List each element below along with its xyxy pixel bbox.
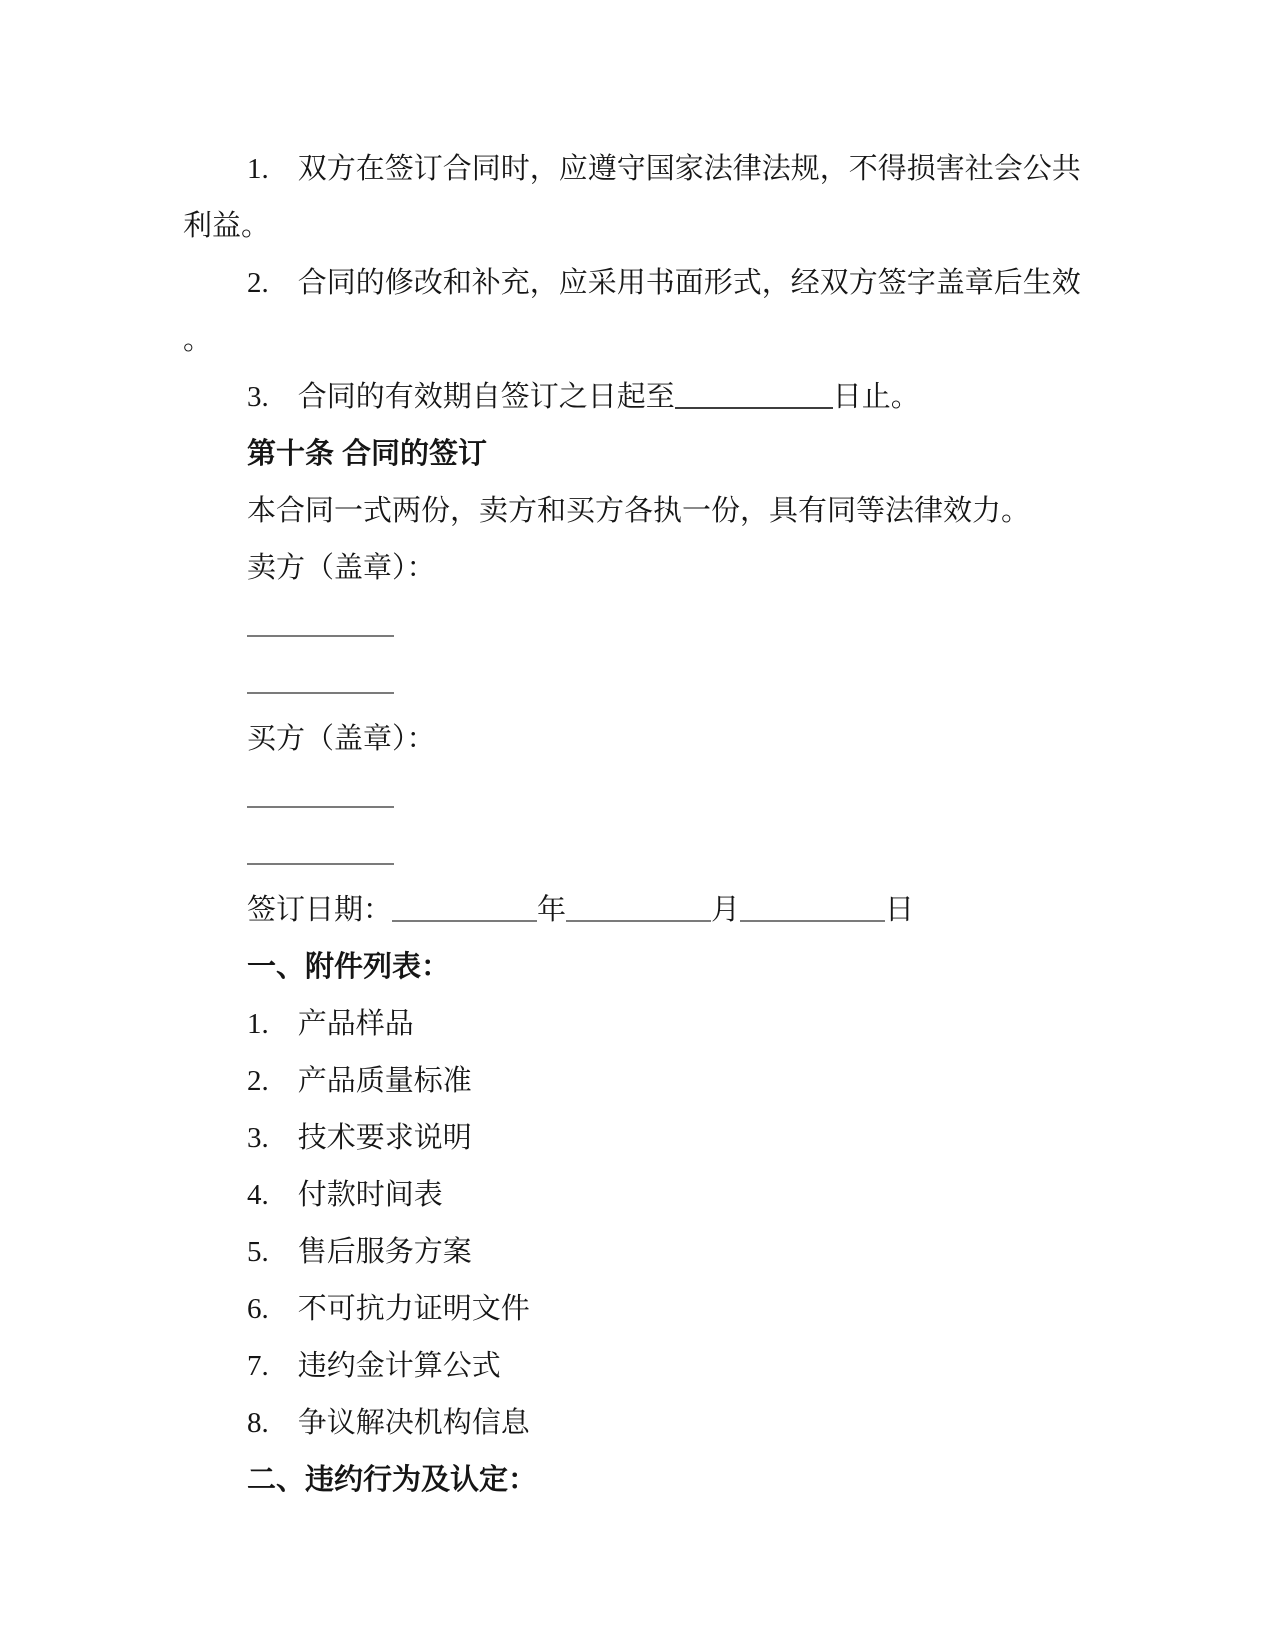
text-run: 4. 付款时间表: [247, 1179, 443, 1211]
text-run: 日止。: [832, 381, 920, 413]
text-run: 一、附件列表：: [247, 951, 451, 983]
attachment-item-4: [183, 1167, 1105, 1224]
attachment-item-3: [183, 1110, 1105, 1167]
fill-in-blank: [392, 920, 537, 922]
text-run: 年: [537, 894, 567, 926]
buyer-seal-label: [183, 711, 1105, 768]
clause-terms-item-1-line-1: [183, 141, 1105, 198]
text-run: 3. 技术要求说明: [247, 1122, 472, 1154]
text-run: 月: [711, 894, 741, 926]
document-body: [183, 141, 1105, 1509]
attachment-item-5: [183, 1224, 1105, 1281]
attachment-item-8: [183, 1395, 1105, 1452]
text-run: 第十条 合同的签订: [247, 438, 488, 470]
clause-terms-item-2-line-1: [183, 255, 1105, 312]
article-10-body: [183, 483, 1105, 540]
fill-in-blank: [247, 806, 394, 808]
seller-seal-label: [183, 540, 1105, 597]
text-run: 。: [183, 324, 213, 356]
attachment-item-6: [183, 1281, 1105, 1338]
text-run: 2. 合同的修改和补充，应采用书面形式，经双方签字盖章后生效: [247, 267, 1081, 299]
buyer-signature-blank-2: [183, 825, 1105, 882]
attachment-item-7: [183, 1338, 1105, 1395]
clause-terms-item-3: [183, 369, 1105, 426]
fill-in-blank: [740, 920, 885, 922]
text-run: 6. 不可抗力证明文件: [247, 1293, 530, 1325]
text-run: 买方（盖章）：: [247, 723, 436, 755]
buyer-signature-blank-1: [183, 768, 1105, 825]
fill-in-blank: [675, 407, 833, 409]
text-run: 7. 违约金计算公式: [247, 1350, 501, 1382]
fill-in-blank: [247, 635, 394, 637]
text-run: 利益。: [183, 210, 271, 242]
clause-terms-item-1-line-2: [183, 198, 1105, 255]
text-run: 二、违约行为及认定：: [247, 1464, 538, 1496]
seller-signature-blank-1: [183, 597, 1105, 654]
fill-in-blank: [247, 692, 394, 694]
clause-terms-item-2-line-2: [183, 312, 1105, 369]
seller-signature-blank-2: [183, 654, 1105, 711]
attachments-heading: [183, 939, 1105, 996]
text-run: 3. 合同的有效期自签订之日起至: [247, 381, 675, 413]
text-run: 卖方（盖章）：: [247, 552, 436, 584]
text-run: 日: [885, 894, 915, 926]
article-10-heading: [183, 426, 1105, 483]
breach-heading: [183, 1452, 1105, 1509]
signing-date-line: [183, 882, 1105, 939]
text-run: 本合同一式两份，卖方和买方各执一份，具有同等法律效力。: [247, 495, 1031, 527]
attachment-item-1: [183, 996, 1105, 1053]
fill-in-blank: [566, 920, 711, 922]
text-run: 1. 双方在签订合同时，应遵守国家法律法规，不得损害社会公共: [247, 153, 1081, 185]
text-run: 5. 售后服务方案: [247, 1236, 472, 1268]
text-run: 8. 争议解决机构信息: [247, 1407, 530, 1439]
attachment-item-2: [183, 1053, 1105, 1110]
text-run: 签订日期：: [247, 894, 393, 926]
text-run: 2. 产品质量标准: [247, 1065, 472, 1097]
fill-in-blank: [247, 863, 394, 865]
text-run: 1. 产品样品: [247, 1008, 414, 1040]
